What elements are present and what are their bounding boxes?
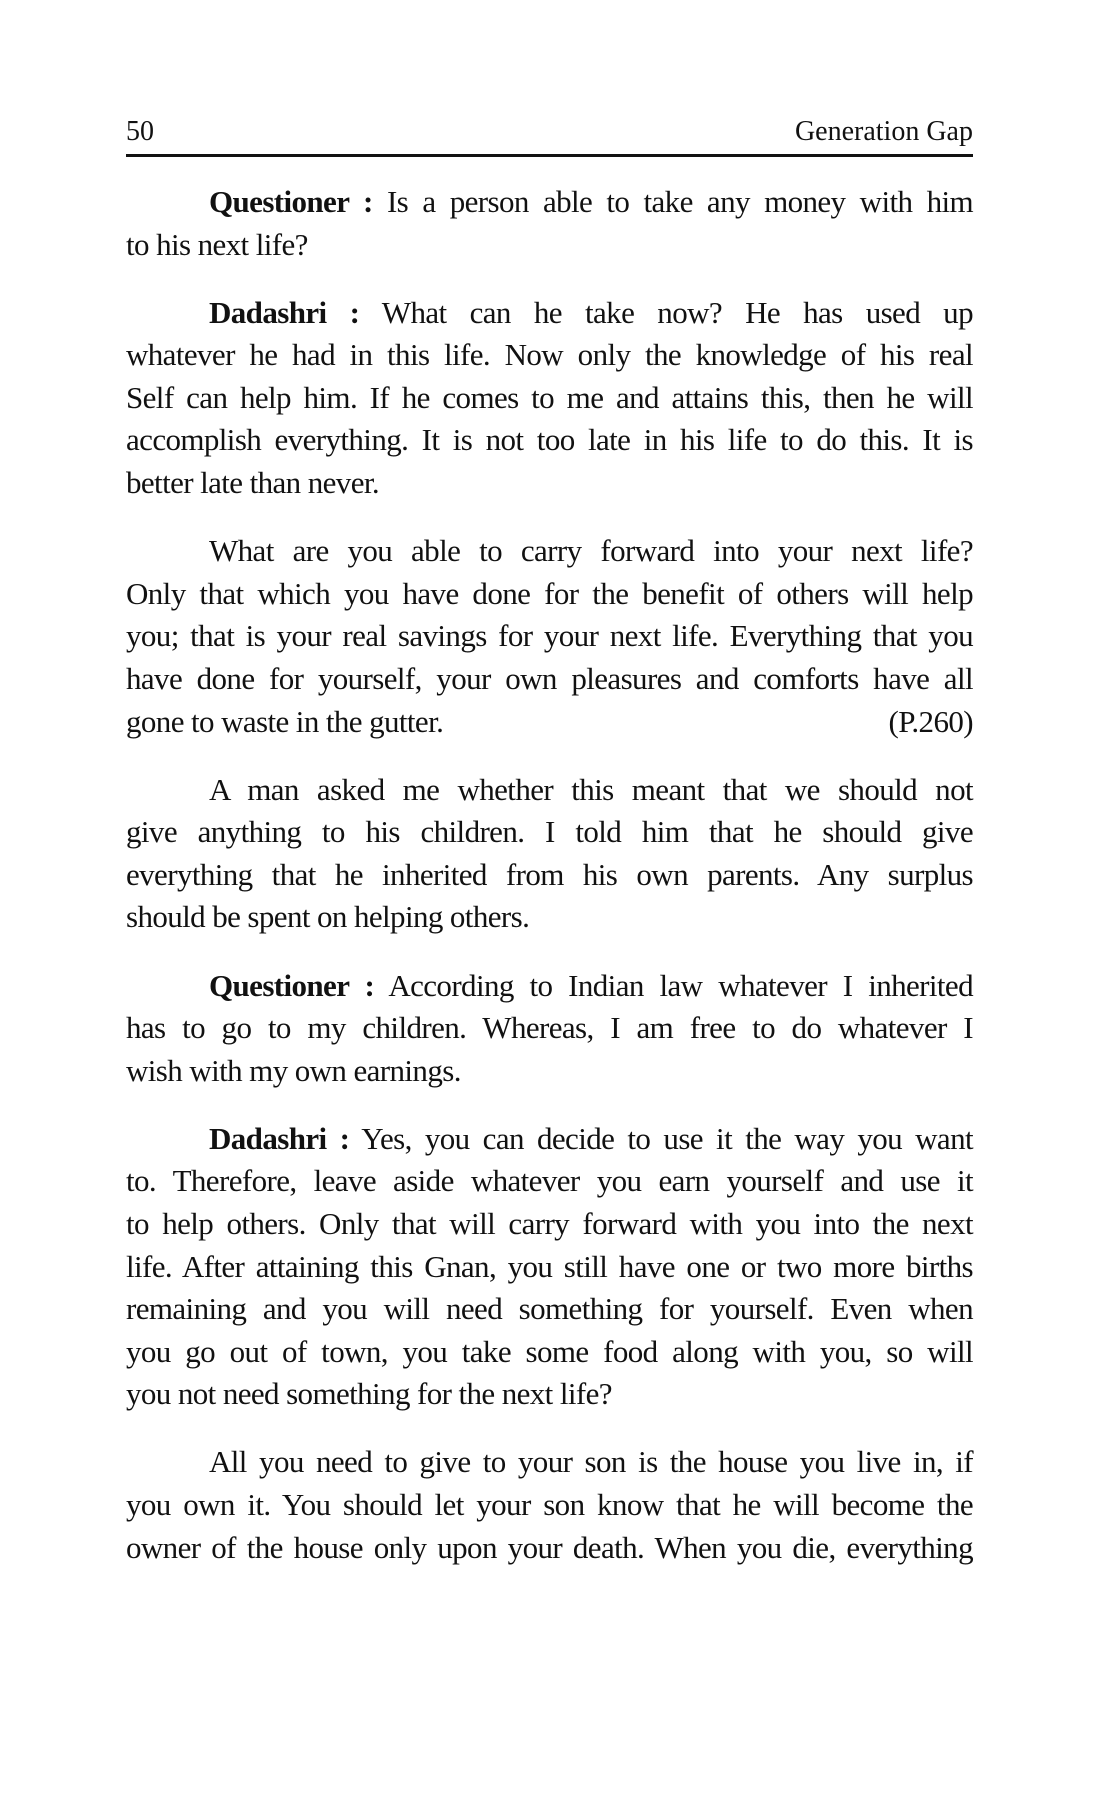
text-line: [126, 377, 973, 420]
line-content: you; that is your real savings for your next life. Everything that you: [126, 618, 973, 654]
line-content: give anything to his children. I told him that he should give: [126, 814, 973, 850]
text-line: [126, 658, 973, 701]
line-content: has to go to my children. Whereas, I am free to do whatever I: [126, 1010, 973, 1046]
page-body: [126, 181, 973, 1595]
line-text: [126, 899, 529, 934]
text-line: [126, 1203, 973, 1246]
header-rule: [126, 154, 973, 157]
line-content: to help others. Only that will carry forward with you into the next: [126, 1205, 973, 1241]
speaker-label: Dadashri :: [209, 1120, 350, 1156]
paragraph: [126, 1441, 973, 1569]
line-text: [126, 618, 973, 653]
line-content: remaining and you will need something for yourself. Even when: [126, 1291, 973, 1327]
line-text: [126, 337, 973, 372]
text-line: [126, 854, 973, 897]
line-content: accomplish everything. It is not too late in his life to do this. It is: [126, 422, 973, 458]
text-line: [126, 1527, 973, 1570]
line-content: everything that he inherited from his own parents. Any surplus: [126, 856, 973, 892]
page-reference: (P.260): [888, 703, 973, 739]
text-line: [126, 530, 973, 573]
paragraph: [126, 965, 973, 1093]
paragraph: [126, 530, 973, 743]
paragraph: [126, 292, 973, 505]
line-text: [126, 227, 308, 262]
text-line: [126, 1118, 973, 1161]
line-content: better late than never.: [126, 465, 380, 501]
line-text: [209, 772, 973, 807]
line-text: [209, 533, 973, 568]
line-text: [126, 857, 973, 892]
text-line: [126, 1160, 973, 1203]
line-text: [126, 1334, 973, 1369]
line-content: What can he take now? He has used up: [359, 294, 973, 330]
line-text: [126, 701, 443, 744]
line-text: [126, 1249, 973, 1284]
paragraph: [126, 769, 973, 939]
line-content: What are you able to carry forward into your next life?: [209, 533, 973, 569]
text-line: [126, 573, 973, 616]
speaker-label: Questioner :: [209, 967, 375, 1003]
text-line: [126, 1050, 973, 1093]
line-content: All you need to give to your son is the house you live in, if: [209, 1444, 973, 1480]
line-text: [126, 661, 973, 696]
line-content: life. After attaining this Gnan, you still have one or two more births: [126, 1248, 973, 1284]
speaker-label: Questioner :: [209, 184, 373, 219]
text-line: [126, 224, 973, 267]
line-content: whatever he had in this life. Now only the knowledge of his real: [126, 337, 973, 373]
line-text: [126, 1053, 461, 1088]
line-text: [126, 1010, 973, 1045]
text-line: [126, 334, 973, 377]
text-line: [126, 1288, 973, 1331]
line-content: should be spent on helping others.: [126, 899, 530, 935]
text-line: [126, 1007, 973, 1050]
speaker-label: Dadashri :: [209, 294, 360, 330]
line-text: [126, 576, 973, 611]
line-content: A man asked me whether this meant that we should not: [209, 771, 973, 807]
text-line: [126, 1373, 973, 1416]
line-content: you not need something for the next life?: [126, 1376, 612, 1412]
line-text: [126, 465, 379, 500]
text-line: [126, 419, 973, 462]
text-line: [126, 769, 973, 812]
text-line: [126, 965, 973, 1008]
line-content: wish with my own earnings.: [126, 1052, 461, 1088]
line-text: [209, 1121, 973, 1156]
line-content: Self can help him. If he comes to me and attains this, then he will: [126, 379, 973, 415]
line-content: to. Therefore, leave aside whatever you earn yourself and use it: [126, 1163, 973, 1199]
line-text: [209, 968, 973, 1003]
text-line: [126, 896, 973, 939]
page-number: 50: [126, 116, 154, 147]
line-text: [126, 422, 973, 457]
line-content: Only that which you have done for the benefit of others will help: [126, 575, 973, 611]
line-content: Yes, you can decide to use it the way you want: [349, 1120, 973, 1156]
text-line: [126, 462, 973, 505]
text-line: [126, 1331, 973, 1374]
running-title: Generation Gap: [794, 116, 973, 147]
line-content: have done for yourself, your own pleasures and comforts have all: [126, 660, 973, 696]
text-line: [126, 1246, 973, 1289]
line-text: [209, 1444, 973, 1479]
text-line: [126, 1441, 973, 1484]
paragraph: [126, 181, 973, 266]
line-text: [126, 1376, 612, 1411]
line-content: to his next life?: [126, 226, 308, 262]
line-content: owner of the house only upon your death. When you die, everything: [126, 1529, 973, 1565]
line-text: [126, 1291, 973, 1326]
line-content: gone to waste in the gutter.: [126, 703, 444, 739]
line-text: [126, 1530, 973, 1565]
text-line: [126, 181, 973, 224]
page-header: [126, 114, 973, 150]
text-line: [126, 292, 973, 335]
line-content: you go out of town, you take some food along with you, so will: [126, 1333, 973, 1369]
text-line: [126, 1484, 973, 1527]
line-text: [126, 1206, 973, 1241]
line-text: [126, 1487, 973, 1522]
line-text: [209, 295, 973, 330]
line-content: Is a person able to take any money with him: [372, 184, 973, 219]
text-line: [126, 811, 973, 854]
line-content: According to Indian law whatever I inherited: [374, 967, 973, 1003]
text-line: [126, 701, 973, 744]
paragraph: [126, 1118, 973, 1416]
line-text: [209, 184, 973, 219]
text-line: [126, 615, 973, 658]
line-text: [126, 380, 973, 415]
line-text: [126, 814, 973, 849]
line-content: you own it. You should let your son know that he will become the: [126, 1487, 973, 1523]
line-text: [126, 1163, 973, 1198]
